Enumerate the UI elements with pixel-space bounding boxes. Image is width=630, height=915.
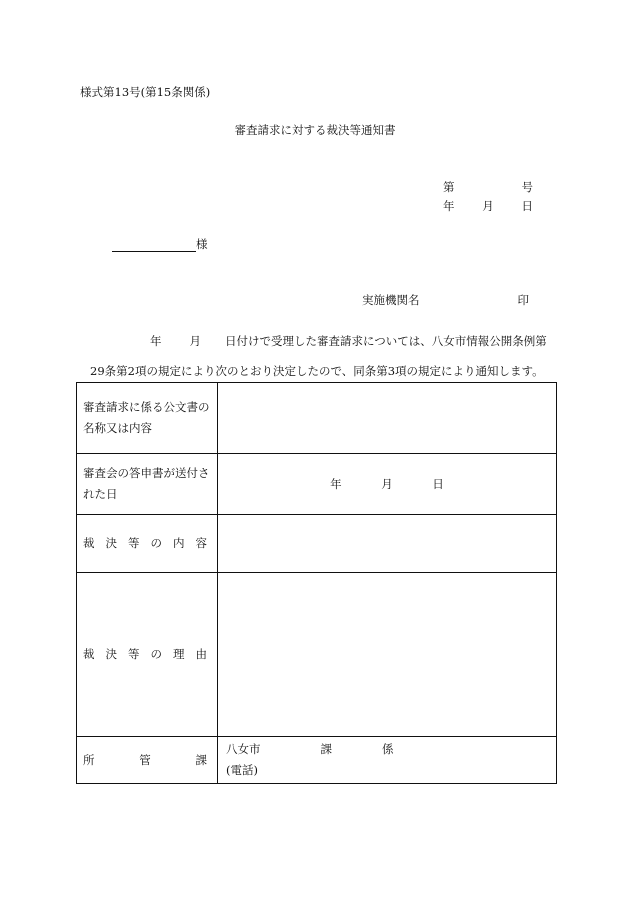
table-row-decision-content <box>77 515 557 573</box>
body-year: 年 <box>150 334 162 348</box>
label-document-name: 審査請求に係る公文書の名称又は内容 <box>77 383 218 454</box>
value-document-name[interactable] <box>218 383 557 454</box>
number-prefix: 第 <box>443 180 455 194</box>
document-number-line <box>443 178 533 197</box>
document-number-date <box>443 178 533 216</box>
body-rest: 日付けで受理した審査請求については、八女市情報公開条例第 <box>225 334 547 348</box>
department-section: 課 <box>320 742 332 756</box>
decision-table <box>76 382 557 784</box>
addressee-suffix: 様 <box>196 237 208 251</box>
table-row-department <box>77 737 557 784</box>
issue-day: 日 <box>521 199 533 213</box>
agency-line <box>362 292 529 308</box>
form-number: 様式第13号(第15条関係) <box>80 85 211 99</box>
document-title: 審査請求に対する裁決等通知書 <box>234 123 396 137</box>
department-phone: (電話) <box>226 763 258 777</box>
value-department[interactable] <box>218 737 557 784</box>
table-row-document <box>77 383 557 454</box>
report-month: 月 <box>381 477 393 491</box>
body-text-line1 <box>150 333 547 349</box>
value-decision-content[interactable] <box>218 515 557 573</box>
agency-label: 実施機関名 <box>362 293 420 307</box>
report-year: 年 <box>330 477 342 491</box>
value-report-date[interactable] <box>218 454 557 515</box>
label-decision-content: 裁 決 等 の 内 容 <box>77 515 218 573</box>
number-suffix: 号 <box>521 180 533 194</box>
value-decision-reason[interactable] <box>218 573 557 737</box>
report-day: 日 <box>432 477 444 491</box>
body-month: 月 <box>189 334 201 348</box>
department-city: 八女市 <box>226 742 261 756</box>
label-report-date: 審査会の答申書が送付された日 <box>77 454 218 515</box>
seal-mark: 印 <box>517 293 529 307</box>
addressee <box>112 236 208 252</box>
department-line <box>226 739 550 760</box>
label-decision-reason: 裁 決 等 の 理 由 <box>77 573 218 737</box>
body-text-line2: 29条第2項の規定により次のとおり決定したので、同条第3項の規定により通知します。 <box>90 364 544 378</box>
issue-date-line <box>443 197 533 216</box>
addressee-blank[interactable] <box>112 237 196 252</box>
issue-year: 年 <box>443 199 455 213</box>
label-department: 所 管 課 <box>77 737 218 784</box>
table-row-report-date <box>77 454 557 515</box>
table-row-decision-reason <box>77 573 557 737</box>
issue-month: 月 <box>482 199 494 213</box>
department-subsection: 係 <box>382 742 394 756</box>
